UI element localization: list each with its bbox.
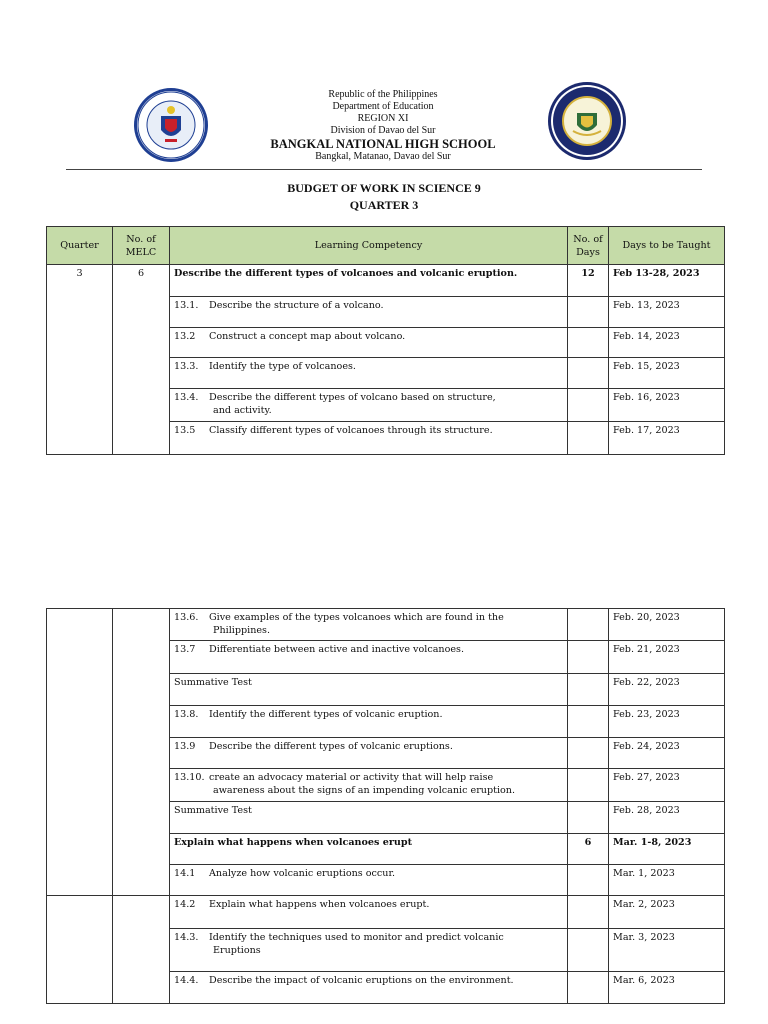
- competency-number: 13.6.: [174, 612, 199, 623]
- competency-text-continued: Philippines.: [213, 625, 271, 636]
- competency-cell: [170, 674, 568, 706]
- competency-cell: [170, 802, 568, 834]
- competency-number: 13.5: [174, 425, 196, 436]
- competency-number: 14.2: [174, 899, 196, 910]
- competency-text: Summative Test: [174, 805, 252, 816]
- date-cell: Feb 13-28, 2023: [609, 265, 725, 297]
- competency-text: Describe the different types of volcano based on structure,: [209, 392, 496, 403]
- quarter-cell: [47, 896, 113, 1004]
- competency-text: Explain what happens when volcanoes erupt.: [209, 899, 430, 910]
- days-cell: [568, 706, 609, 738]
- competency-text: Describe the structure of a volcano.: [209, 300, 384, 311]
- competency-number: 14.4.: [174, 975, 199, 986]
- col-header-melc: No. of MELC: [113, 227, 170, 265]
- col-header-dates: Days to be Taught: [609, 227, 725, 265]
- competency-cell: [170, 972, 568, 1004]
- days-cell: 12: [568, 265, 609, 297]
- melc-cell: 6: [113, 265, 170, 455]
- competency-cell: Describe the different types of volcanoes and volcanic eruption.: [170, 265, 568, 297]
- days-cell: [568, 865, 609, 896]
- competency-cell: [170, 865, 568, 896]
- days-cell: [568, 609, 609, 641]
- table-row: [47, 265, 725, 297]
- days-cell: [568, 896, 609, 929]
- competency-cell: [170, 896, 568, 929]
- deped-seal-logo: [132, 86, 210, 164]
- competency-text: Identify the techniques used to monitor and predict volcanic: [209, 932, 504, 943]
- days-cell: [568, 641, 609, 674]
- budget-table-page-1: [46, 226, 725, 455]
- table-header-row: [47, 227, 725, 265]
- col-header-days: No. of Days: [568, 227, 609, 265]
- header-line-department: Department of Education: [332, 101, 434, 112]
- date-cell: Feb. 16, 2023: [609, 389, 725, 422]
- competency-number: 13.1.: [174, 300, 199, 311]
- competency-number: 14.1: [174, 868, 196, 879]
- days-cell: [568, 389, 609, 422]
- competency-text: Identify the different types of volcanic eruption.: [209, 709, 443, 720]
- melc-cell: [113, 609, 170, 896]
- header-line-division: Division of Davao del Sur: [330, 125, 436, 136]
- competency-cell: [170, 706, 568, 738]
- days-cell: [568, 929, 609, 972]
- budget-table-page-2: [46, 608, 725, 1004]
- date-cell: Mar. 1-8, 2023: [609, 834, 725, 865]
- date-cell: Feb. 28, 2023: [609, 802, 725, 834]
- competency-text: create an advocacy material or activity that will help raise: [209, 772, 494, 783]
- col-header-competency: Learning Competency: [170, 227, 568, 265]
- date-cell: Mar. 6, 2023: [609, 972, 725, 1004]
- days-cell: [568, 769, 609, 802]
- competency-number: 13.7: [174, 644, 196, 655]
- date-cell: Mar. 1, 2023: [609, 865, 725, 896]
- competency-number: 13.9: [174, 741, 196, 752]
- competency-cell: [170, 358, 568, 389]
- document-title: BUDGET OF WORK IN SCIENCE 9: [287, 181, 481, 195]
- competency-text: Describe the different types of volcanic eruptions.: [209, 741, 453, 752]
- days-cell: [568, 972, 609, 1004]
- competency-number: 13.2: [174, 331, 196, 342]
- competency-cell: [170, 609, 568, 641]
- melc-cell: [113, 896, 170, 1004]
- days-cell: [568, 358, 609, 389]
- date-cell: Mar. 3, 2023: [609, 929, 725, 972]
- competency-cell: [170, 641, 568, 674]
- competency-cell: [170, 769, 568, 802]
- date-cell: Feb. 24, 2023: [609, 738, 725, 769]
- date-cell: Feb. 15, 2023: [609, 358, 725, 389]
- competency-cell: [170, 929, 568, 972]
- competency-text: Describe the impact of volcanic eruptions on the environment.: [209, 975, 514, 986]
- document-subtitle: QUARTER 3: [349, 198, 419, 212]
- competency-text: Give examples of the types volcanoes which are found in the: [209, 612, 504, 623]
- competency-number: 13.10.: [174, 772, 205, 783]
- document-header: [230, 89, 536, 163]
- competency-text-continued: and activity.: [213, 405, 272, 416]
- days-cell: [568, 738, 609, 769]
- header-line-region: REGION XI: [357, 113, 409, 124]
- competency-text: Summative Test: [174, 677, 252, 688]
- date-cell: Feb. 14, 2023: [609, 328, 725, 358]
- competency-text: Construct a concept map about volcano.: [209, 331, 406, 342]
- school-seal-logo: [547, 81, 627, 161]
- date-cell: Mar. 2, 2023: [609, 896, 725, 929]
- competency-number: 14.3.: [174, 932, 199, 943]
- competency-text: Differentiate between active and inactive volcanoes.: [209, 644, 465, 655]
- date-cell: Feb. 27, 2023: [609, 769, 725, 802]
- competency-text: Classify different types of volcanoes through its structure.: [209, 425, 493, 436]
- school-name: BANGKAL NATIONAL HIGH SCHOOL: [270, 137, 496, 151]
- date-cell: Feb. 21, 2023: [609, 641, 725, 674]
- header-line-republic: Republic of the Philippines: [328, 89, 438, 100]
- date-cell: Feb. 13, 2023: [609, 297, 725, 328]
- quarter-cell: 3: [47, 265, 113, 455]
- date-cell: Feb. 23, 2023: [609, 706, 725, 738]
- days-cell: [568, 328, 609, 358]
- date-cell: Feb. 22, 2023: [609, 674, 725, 706]
- competency-text: Analyze how volcanic eruptions occur.: [209, 868, 396, 879]
- competency-cell: [170, 389, 568, 422]
- competency-cell: [170, 328, 568, 358]
- competency-text: Identify the type of volcanoes.: [209, 361, 356, 372]
- competency-number: 13.8.: [174, 709, 199, 720]
- competency-cell: [170, 297, 568, 328]
- competency-text-continued: Eruptions: [213, 945, 261, 956]
- table-row: [47, 609, 725, 641]
- competency-number: 13.4.: [174, 392, 199, 403]
- col-header-quarter: Quarter: [47, 227, 113, 265]
- quarter-cell: [47, 609, 113, 896]
- date-cell: Feb. 20, 2023: [609, 609, 725, 641]
- days-cell: [568, 422, 609, 455]
- days-cell: [568, 802, 609, 834]
- days-cell: [568, 297, 609, 328]
- table-row: [47, 896, 725, 929]
- days-cell: 6: [568, 834, 609, 865]
- school-address: Bangkal, Matanao, Davao del Sur: [315, 151, 451, 162]
- competency-cell: [170, 738, 568, 769]
- header-divider: [66, 169, 702, 170]
- competency-text-continued: awareness about the signs of an impending volcanic eruption.: [213, 785, 516, 796]
- competency-cell: Explain what happens when volcanoes erupt: [170, 834, 568, 865]
- competency-number: 13.3.: [174, 361, 199, 372]
- date-cell: Feb. 17, 2023: [609, 422, 725, 455]
- competency-cell: [170, 422, 568, 455]
- days-cell: [568, 674, 609, 706]
